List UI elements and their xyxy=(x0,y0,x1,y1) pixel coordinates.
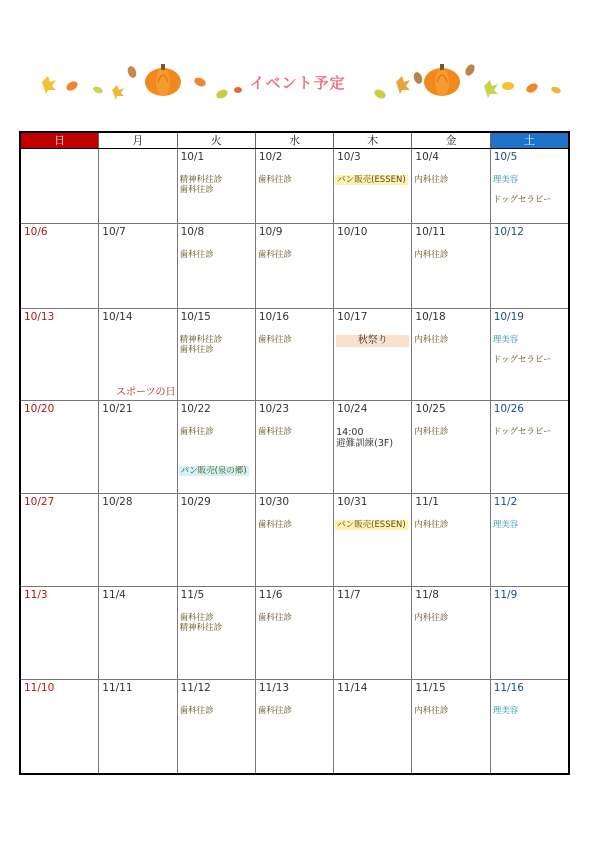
day-number: 10/30 xyxy=(258,496,290,508)
day-number: 10/17 xyxy=(337,311,368,323)
event-label: 内科往診 xyxy=(414,250,449,260)
calendar-week-row xyxy=(21,679,568,773)
calendar-day-cell-saturday[interactable] xyxy=(490,401,568,493)
event-label: ドッグセラピー xyxy=(492,427,552,437)
calendar-day-cell-wednesday[interactable] xyxy=(255,587,333,679)
event-label: 歯科往診 xyxy=(257,175,292,185)
weekday-header-thursday: 木 xyxy=(333,133,411,148)
calendar-day-cell-sunday[interactable] xyxy=(21,680,98,773)
day-number: 10/24 xyxy=(337,403,368,415)
day-number: 10/11 xyxy=(415,226,446,238)
day-number: 10/18 xyxy=(415,311,446,323)
calendar-day-cell-monday[interactable] xyxy=(98,224,176,308)
day-number: 10/23 xyxy=(258,403,290,415)
day-number: 11/15 xyxy=(415,682,446,694)
calendar-day-cell-wednesday[interactable] xyxy=(255,149,333,223)
event-label: 内科往診 xyxy=(414,520,449,530)
weekday-header-wednesday: 水 xyxy=(255,133,333,148)
calendar-day-cell-tuesday[interactable] xyxy=(177,494,255,586)
calendar-day-cell-wednesday[interactable] xyxy=(255,224,333,308)
day-number: 10/5 xyxy=(493,151,518,163)
day-number: 11/8 xyxy=(415,589,439,601)
day-number: 11/4 xyxy=(102,589,126,601)
calendar-day-cell-saturday[interactable] xyxy=(490,587,568,679)
event-label: パン販売(ESSEN) xyxy=(337,175,406,185)
calendar-day-cell-thursday[interactable] xyxy=(333,494,411,586)
event-label: 歯科往診 xyxy=(179,427,214,437)
calendar-day-cell-friday[interactable] xyxy=(411,587,489,679)
weekday-header-monday: 月 xyxy=(98,133,176,148)
event-label: 理美容 xyxy=(492,520,519,530)
event-label: ドッグセラピー xyxy=(492,195,552,205)
day-number: 11/2 xyxy=(493,496,518,508)
calendar-day-cell-saturday[interactable] xyxy=(490,224,568,308)
calendar-day-cell-wednesday[interactable] xyxy=(255,401,333,493)
calendar-day-cell-monday[interactable] xyxy=(98,680,176,773)
calendar-day-cell-thursday[interactable] xyxy=(333,149,411,223)
calendar-day-cell-saturday[interactable] xyxy=(490,309,568,400)
event-label: 歯科往診 xyxy=(257,427,292,437)
day-number: 10/27 xyxy=(24,496,55,508)
event-label: 内科往診 xyxy=(414,706,449,716)
event-label: 内科往診 xyxy=(414,175,449,185)
calendar-day-cell-saturday[interactable] xyxy=(490,149,568,223)
day-number: 11/14 xyxy=(337,682,368,694)
event-label: 歯科往診 xyxy=(179,250,214,260)
day-number: 10/26 xyxy=(493,403,524,415)
day-number: 11/3 xyxy=(24,589,48,601)
day-number: 10/7 xyxy=(102,226,126,238)
day-number: 10/20 xyxy=(24,403,55,415)
day-number: 10/31 xyxy=(337,496,368,508)
event-label: パン販売(泉の郷) xyxy=(180,466,247,476)
event-label: 14:00 xyxy=(336,427,364,438)
day-number: 10/13 xyxy=(24,311,55,323)
day-number: 10/3 xyxy=(337,151,361,163)
calendar-day-cell-monday[interactable] xyxy=(98,309,176,400)
day-number: 11/1 xyxy=(415,496,439,508)
calendar-day-cell-tuesday[interactable] xyxy=(177,149,255,223)
day-number: 11/11 xyxy=(102,682,133,694)
day-number: 11/12 xyxy=(180,682,211,694)
day-number: 10/16 xyxy=(258,311,290,323)
weekday-header-sunday: 日 xyxy=(21,133,98,148)
event-label: 歯科往診 xyxy=(179,706,214,716)
day-number: 10/4 xyxy=(415,151,439,163)
calendar-day-cell-sunday[interactable] xyxy=(21,224,98,308)
calendar-day-cell-tuesday[interactable] xyxy=(177,401,255,493)
event-label: 歯科往診 xyxy=(257,613,292,623)
day-number: 10/8 xyxy=(180,226,205,238)
day-number: 10/22 xyxy=(180,403,211,415)
event-label: 理美容 xyxy=(492,706,519,716)
event-label: 秋祭り xyxy=(336,335,409,347)
event-label: ドッグセラピー xyxy=(492,355,552,365)
calendar-day-cell-monday[interactable] xyxy=(98,494,176,586)
calendar-day-cell-sunday[interactable] xyxy=(21,587,98,679)
calendar-day-cell-thursday[interactable] xyxy=(333,309,411,400)
day-number: 10/2 xyxy=(258,151,283,163)
event-label: 歯科往診 xyxy=(257,706,292,716)
day-number: 10/29 xyxy=(180,496,211,508)
calendar-day-cell-friday[interactable] xyxy=(411,149,489,223)
calendar-day-cell-thursday[interactable] xyxy=(333,680,411,773)
day-number: 10/15 xyxy=(180,311,211,323)
calendar-day-cell-sunday[interactable] xyxy=(21,494,98,586)
calendar-day-cell-monday[interactable] xyxy=(98,149,176,223)
event-label: 理美容 xyxy=(492,335,519,345)
calendar-day-cell-wednesday[interactable] xyxy=(255,680,333,773)
calendar-day-cell-thursday[interactable] xyxy=(333,401,411,493)
calendar-day-cell-tuesday[interactable] xyxy=(177,587,255,679)
weekday-header-row xyxy=(21,133,568,149)
event-label: 歯科往診 xyxy=(179,185,214,195)
calendar-day-cell-friday[interactable] xyxy=(411,309,489,400)
day-number: 11/5 xyxy=(180,589,205,601)
event-label: 理美容 xyxy=(492,175,519,185)
calendar-day-cell-saturday[interactable] xyxy=(490,494,568,586)
calendar-week-row xyxy=(21,493,568,586)
calendar-day-cell-thursday[interactable] xyxy=(333,587,411,679)
calendar-day-cell-sunday[interactable] xyxy=(21,401,98,493)
calendar-day-cell-friday[interactable] xyxy=(411,494,489,586)
event-label: パン販売(ESSEN) xyxy=(337,520,406,530)
day-number: 10/9 xyxy=(258,226,283,238)
day-number: 11/13 xyxy=(258,682,290,694)
day-number: 10/19 xyxy=(493,311,524,323)
calendar-day-cell-wednesday[interactable] xyxy=(255,309,333,400)
calendar-day-cell-thursday[interactable] xyxy=(333,224,411,308)
calendar-day-cell-monday[interactable] xyxy=(98,587,176,679)
calendar-day-cell-tuesday[interactable] xyxy=(177,224,255,308)
day-number: 10/14 xyxy=(102,311,133,323)
event-label: 内科往診 xyxy=(414,613,449,623)
event-label: 精神科往診 xyxy=(179,175,223,185)
holiday-label: スポーツの日 xyxy=(115,387,176,398)
day-number: 10/28 xyxy=(102,496,133,508)
calendar-day-cell-sunday[interactable] xyxy=(21,309,98,400)
calendar-week-row xyxy=(21,308,568,400)
event-label: 内科往診 xyxy=(414,427,449,437)
event-label: 歯科往診 xyxy=(179,345,214,355)
page-title: イベント予定 xyxy=(249,74,346,92)
day-number: 11/9 xyxy=(493,589,518,601)
day-number: 10/10 xyxy=(337,226,368,238)
day-number: 10/21 xyxy=(102,403,133,415)
event-label: 歯科往診 xyxy=(179,613,214,623)
weekday-header-saturday: 土 xyxy=(490,133,568,148)
day-number: 10/6 xyxy=(24,226,48,238)
calendar-day-cell-saturday[interactable] xyxy=(490,680,568,773)
day-number: 11/10 xyxy=(24,682,55,694)
calendar-week-row xyxy=(21,149,568,223)
calendar-day-cell-wednesday[interactable] xyxy=(255,494,333,586)
event-label: 歯科往診 xyxy=(257,520,292,530)
day-number: 11/16 xyxy=(493,682,524,694)
event-label: 歯科往診 xyxy=(257,250,292,260)
event-label: 避難訓練(3F) xyxy=(336,438,394,449)
event-label: 内科往診 xyxy=(414,335,449,345)
event-calendar xyxy=(19,131,570,775)
weekday-header-friday: 金 xyxy=(411,133,489,148)
calendar-day-cell-friday[interactable] xyxy=(411,680,489,773)
calendar-day-cell-sunday[interactable] xyxy=(21,149,98,223)
weekday-header-tuesday: 火 xyxy=(177,133,255,148)
day-number: 10/25 xyxy=(415,403,446,415)
calendar-weeks xyxy=(21,149,568,773)
event-label: 精神科往診 xyxy=(179,623,223,633)
calendar-day-cell-friday[interactable] xyxy=(411,224,489,308)
event-label: 歯科往診 xyxy=(257,335,292,345)
day-number: 11/7 xyxy=(337,589,361,601)
calendar-week-row xyxy=(21,223,568,308)
day-number: 11/6 xyxy=(258,589,283,601)
calendar-day-cell-tuesday[interactable] xyxy=(177,680,255,773)
day-number: 10/12 xyxy=(493,226,524,238)
calendar-day-cell-friday[interactable] xyxy=(411,401,489,493)
day-number: 10/1 xyxy=(180,151,205,163)
calendar-week-row xyxy=(21,586,568,679)
calendar-day-cell-tuesday[interactable] xyxy=(177,309,255,400)
calendar-day-cell-monday[interactable] xyxy=(98,401,176,493)
event-label: 精神科往診 xyxy=(179,335,223,345)
calendar-week-row xyxy=(21,400,568,493)
